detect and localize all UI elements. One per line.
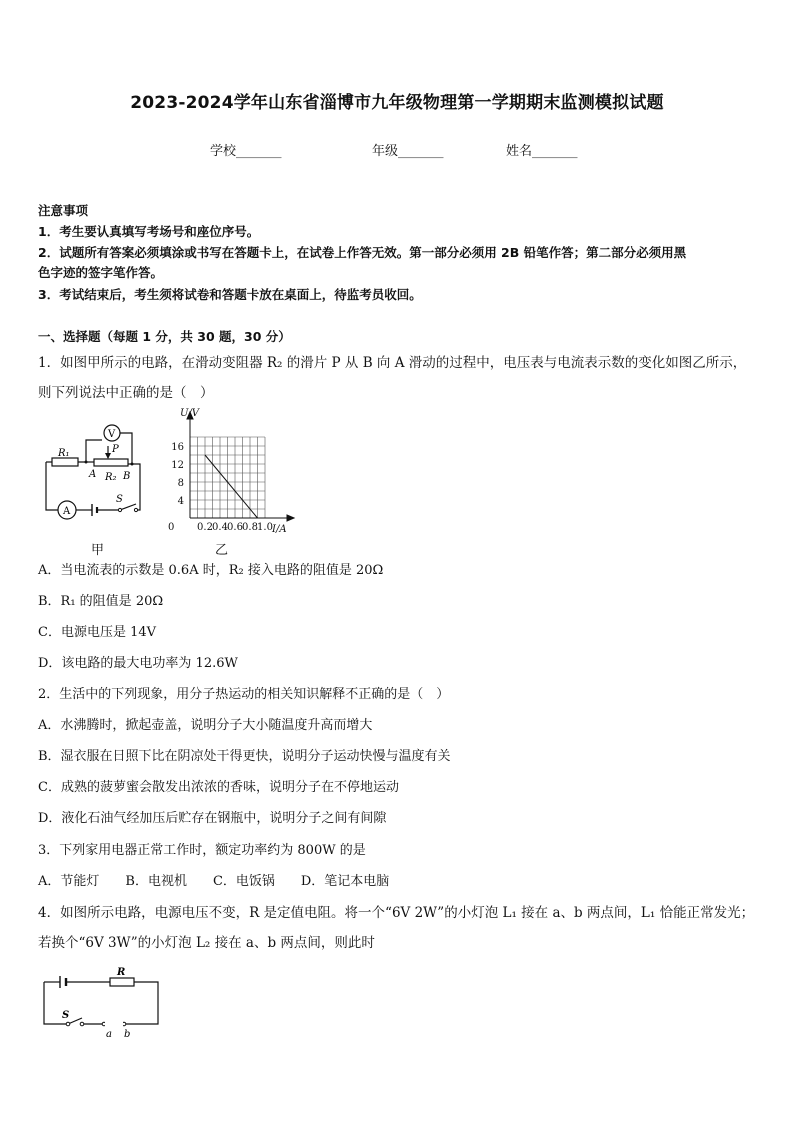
x-tick-label: 0.4	[212, 522, 228, 533]
origin-label: 0	[168, 522, 175, 533]
question-1-stem-cont: 则下列说法中正确的是（ ）	[38, 385, 214, 401]
slider-p-label: P	[112, 444, 119, 455]
notice-heading: 注意事项	[38, 203, 89, 218]
student-info-line	[0, 140, 794, 160]
x-tick-label: 0.6	[227, 522, 243, 533]
x-tick-label: 0.8	[242, 522, 258, 533]
notice-item: 1．考生要认真填写考场号和座位序号。	[38, 224, 260, 239]
voltage-current-graph	[150, 408, 300, 536]
option-a[interactable]: A．水沸腾时，掀起壶盖，说明分子大小随温度升高而增大	[38, 718, 373, 733]
notice-item: 3．考试结束后，考生须将试卷和答题卡放在桌面上，待监考员收回。	[38, 287, 422, 302]
name-field[interactable]: 姓名_______	[506, 144, 578, 159]
circuit-diagram-jia	[36, 418, 156, 524]
x-axis-label: I/A	[272, 524, 287, 535]
y-tick-label: 16	[171, 442, 184, 453]
option-b[interactable]: B．湿衣服在日照下比在阴凉处干得更快，说明分子运动快慢与温度有关	[38, 749, 451, 764]
question-4-stem-cont: 若换个“6V 3W”的小灯泡 L₂ 接在 a、b 两点间，则此时	[38, 935, 375, 951]
section-heading: 一、选择题（每题 1 分，共 30 题，30 分）	[38, 329, 291, 344]
x-axis-arrow	[287, 515, 294, 521]
r2-label: R₂	[105, 472, 117, 483]
x-tick-label: 0.2	[197, 522, 213, 533]
option-b[interactable]: B．R₁ 的阻值是 20Ω	[38, 594, 164, 609]
figure-caption-yi: 乙	[215, 543, 229, 558]
school-field[interactable]: 学校_______	[210, 144, 282, 159]
data-series-line	[205, 455, 258, 518]
figure-caption-jia: 甲	[91, 543, 105, 558]
page-title: 2023-2024学年山东省淄博市九年级物理第一学期期末监测模拟试题	[130, 93, 664, 113]
point-b-label: b	[124, 1029, 131, 1040]
x-tick-label: 1.0	[257, 522, 273, 533]
resistor-r-label: R	[117, 967, 126, 978]
question-1-stem: 1．如图甲所示的电路，在滑动变阻器 R₂ 的滑片 P 从 B 向 A 滑动的过程中，电压表与电流表示数的变化如图乙所示，	[38, 355, 747, 371]
option-d[interactable]: D．该电路的最大电功率为 12.6W	[38, 656, 238, 671]
switch-s-label: S	[62, 1010, 70, 1021]
y-tick-label: 8	[177, 478, 184, 489]
question-3-stem: 3．下列家用电器正常工作时，额定功率约为 800W 的是	[38, 843, 366, 858]
voltmeter-symbol: V	[108, 429, 116, 440]
grade-field[interactable]: 年级_______	[372, 144, 444, 159]
switch-s-label: S	[116, 494, 123, 505]
option-d[interactable]: D．液化石油气经加压后贮存在钢瓶中，说明分子之间有间隙	[38, 811, 387, 826]
r1-label: R₁	[58, 448, 70, 459]
end-a-label: A	[89, 469, 97, 480]
question-3-options[interactable]: A．节能灯 B．电视机 C．电饭锅 D．笔记本电脑	[38, 874, 390, 889]
y-tick-label: 4	[177, 496, 184, 507]
option-c[interactable]: C．成熟的菠萝蜜会散发出浓浓的香味，说明分子在不停地运动	[38, 780, 399, 795]
option-a[interactable]: A．当电流表的示数是 0.6A 时，R₂ 接入电路的阻值是 20Ω	[38, 563, 384, 578]
circuit-diagram-q4	[38, 966, 166, 1042]
notice-item: 色字迹的签字笔作答。	[38, 265, 164, 280]
y-axis-label: U/V	[180, 408, 200, 419]
notice-item: 2．试题所有答案必须填涂或书写在答题卡上，在试卷上作答无效。第一部分必须用 2B 铅笔作答；第二部分必须用黑	[38, 245, 687, 260]
question-2-stem: 2．生活中的下列现象，用分子热运动的相关知识解释不正确的是（ ）	[38, 687, 450, 702]
end-b-label: B	[123, 471, 131, 482]
question-4-stem: 4．如图所示电路，电源电压不变，R 是定值电阻。将一个“6V 2W”的小灯泡 L₁ 接在 a、b 两点间，L₁ 恰能正常发光；	[38, 905, 755, 921]
point-a-label: a	[106, 1029, 112, 1040]
option-c[interactable]: C．电源电压是 14V	[38, 625, 157, 640]
y-tick-label: 12	[171, 460, 184, 471]
ammeter-symbol: A	[63, 506, 71, 517]
